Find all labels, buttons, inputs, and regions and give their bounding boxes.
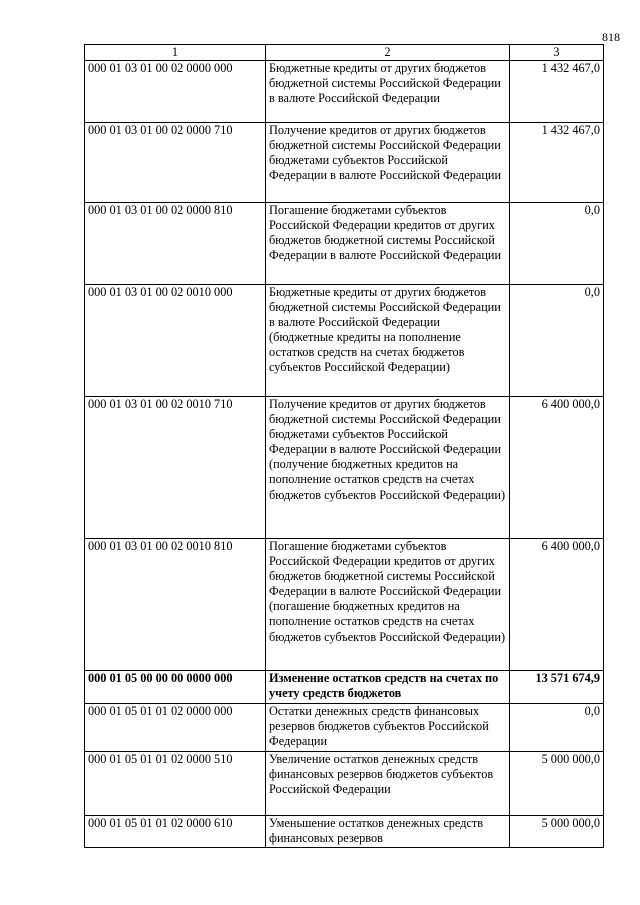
row-name: Изменение остатков средств на счетах по учету средств бюджетов bbox=[266, 671, 510, 704]
row-amount: 0,0 bbox=[510, 704, 604, 752]
row-name: Погашение бюджетами субъектов Российской Федерации кредитов от других бюджетов бюджетной системы Российской Федерации в валюте Российской Федерации (погашение бюджетных кредитов на пополнение остатков средств на счетах бюджетов субъектов Российской Федерации) bbox=[266, 539, 510, 671]
table-header-row bbox=[85, 45, 604, 61]
row-name: Получение кредитов от других бюджетов бюджетной системы Российской Федерации бюджетами субъектов Российской Федерации в валюте Российской Федерации bbox=[266, 123, 510, 203]
row-name: Остатки денежных средств финансовых резервов бюджетов субъектов Российской Федерации bbox=[266, 704, 510, 752]
row-code: 000 01 03 01 00 02 0010 710 bbox=[85, 397, 266, 539]
row-code: 000 01 05 01 01 02 0000 510 bbox=[85, 752, 266, 816]
row-name: Получение кредитов от других бюджетов бюджетной системы Российской Федерации бюджетами субъектов Российской Федерации в валюте Российской Федерации (получение бюджетных кредитов на пополнение остатков средств на счетах бюджетов субъектов Российской Федерации) bbox=[266, 397, 510, 539]
column-header-amount: 3 bbox=[510, 45, 604, 61]
row-code: 000 01 03 01 00 02 0000 000 bbox=[85, 61, 266, 123]
row-amount: 13 571 674,9 bbox=[510, 671, 604, 704]
table-row bbox=[85, 671, 604, 704]
row-name: Уменьшение остатков денежных средств финансовых резервов bbox=[266, 816, 510, 848]
column-header-code: 1 bbox=[85, 45, 266, 61]
table-row bbox=[85, 539, 604, 671]
row-code: 000 01 03 01 00 02 0000 810 bbox=[85, 203, 266, 285]
row-amount: 6 400 000,0 bbox=[510, 397, 604, 539]
table-row bbox=[85, 285, 604, 397]
page-number: 818 bbox=[602, 30, 620, 44]
row-name: Погашение бюджетами субъектов Российской Федерации кредитов от других бюджетов бюджетной системы Российской Федерации в валюте Российской Федерации bbox=[266, 203, 510, 285]
row-name: Бюджетные кредиты от других бюджетов бюджетной системы Российской Федерации в валюте Российской Федерации bbox=[266, 61, 510, 123]
table-row bbox=[85, 203, 604, 285]
column-header-name: 2 bbox=[266, 45, 510, 61]
row-amount: 5 000 000,0 bbox=[510, 752, 604, 816]
row-amount: 1 432 467,0 bbox=[510, 123, 604, 203]
row-name: Бюджетные кредиты от других бюджетов бюджетной системы Российской Федерации в валюте Российской Федерации (бюджетные кредиты на пополнение остатков средств на счетах бюджетов субъектов Российской Федерации) bbox=[266, 285, 510, 397]
row-name: Увеличение остатков денежных средств финансовых резервов бюджетов субъектов Российской Федерации bbox=[266, 752, 510, 816]
row-code: 000 01 05 01 01 02 0000 000 bbox=[85, 704, 266, 752]
table-row bbox=[85, 752, 604, 816]
table-row bbox=[85, 397, 604, 539]
row-amount: 6 400 000,0 bbox=[510, 539, 604, 671]
row-code: 000 01 03 01 00 02 0000 710 bbox=[85, 123, 266, 203]
table-row bbox=[85, 816, 604, 848]
row-code: 000 01 03 01 00 02 0010 000 bbox=[85, 285, 266, 397]
table-row bbox=[85, 123, 604, 203]
row-code: 000 01 05 00 00 00 0000 000 bbox=[85, 671, 266, 704]
row-amount: 5 000 000,0 bbox=[510, 816, 604, 848]
row-amount: 0,0 bbox=[510, 285, 604, 397]
row-code: 000 01 03 01 00 02 0010 810 bbox=[85, 539, 266, 671]
row-amount: 1 432 467,0 bbox=[510, 61, 604, 123]
budget-sources-table bbox=[84, 44, 604, 848]
row-amount: 0,0 bbox=[510, 203, 604, 285]
table-row bbox=[85, 61, 604, 123]
table-row bbox=[85, 704, 604, 752]
row-code: 000 01 05 01 01 02 0000 610 bbox=[85, 816, 266, 848]
